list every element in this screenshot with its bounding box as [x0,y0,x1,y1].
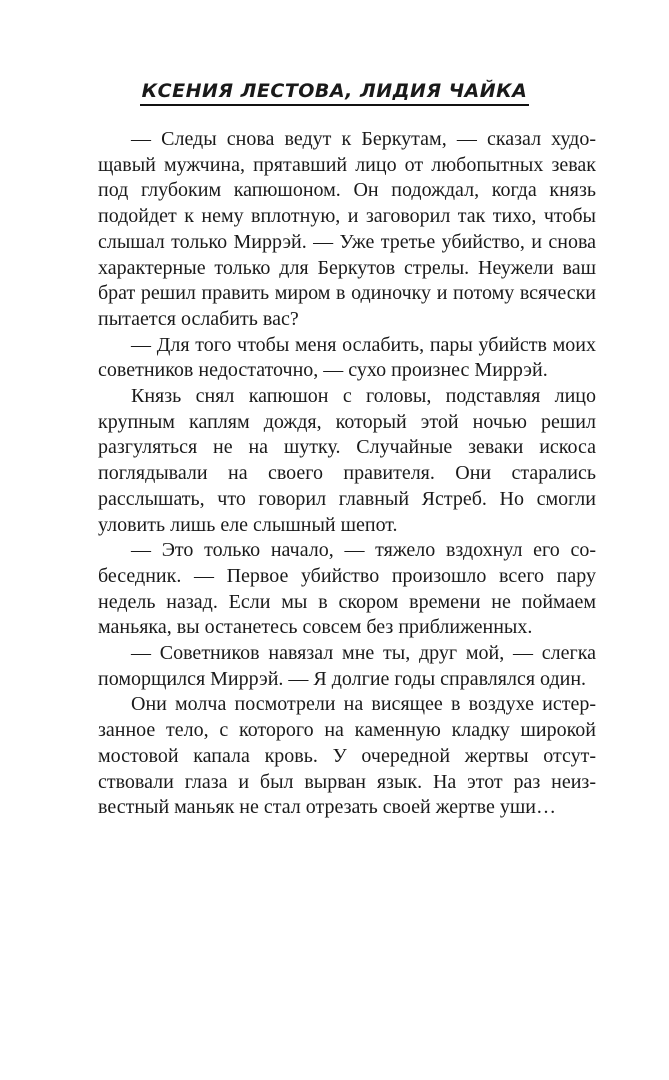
running-head-title: КСЕНИЯ ЛЕСТОВА, ЛИДИЯ ЧАЙКА [140,80,530,106]
paragraph: Они молча посмотрели на висящее в воздухе истерзанное тело, с которого на каменную кладку широкой мостовой капала кровь. У очередной жертвы отсутствовали глаза и был вырван язык. На этот раз неизвестный маньяк не стал отрезать своей жертве уши… [98,693,596,819]
paragraph: — Следы снова ведут к Беркутам, — сказал худощавый мужчина, прятавший лицо от любопытных зевак под глубоким капюшоном. Он подождал, когда князь подойдет к нему вплотную, и заговорил так тихо, чтобы слышал только Миррэй. — Уже третье убийство, и снова характерные только для Беркутов стрелы. Неужели ваш брат решил править миром в одиночку и потому всячески пытается ослабить вас? [98,128,596,330]
body-text [98,127,596,821]
running-head [0,80,669,106]
paragraph: — Для того чтобы меня ослабить, пары убийств моих советников недостаточно, — сухо произнес Миррэй. [98,333,596,382]
paragraph: Князь снял капюшон с головы, подставляя лицо крупным каплям дождя, который этой ночью решил разгуляться не на шутку. Случайные зеваки искоса поглядывали на своего правителя. Они старались расслышать, что говорил главный Ястреб. Но смогли уловить лишь еле слышный шепот. [98,385,596,536]
paragraph: — Советников навязал мне ты, друг мой, — слегка поморщился Миррэй. — Я долгие годы справлялся один. [98,642,596,690]
paragraph: — Это только начало, — тяжело вздохнул его собеседник. — Первое убийство произошло всего пару недель назад. Если мы в скором времени не поймаем маньяка, вы останетесь совсем без приближенных. [98,539,596,639]
